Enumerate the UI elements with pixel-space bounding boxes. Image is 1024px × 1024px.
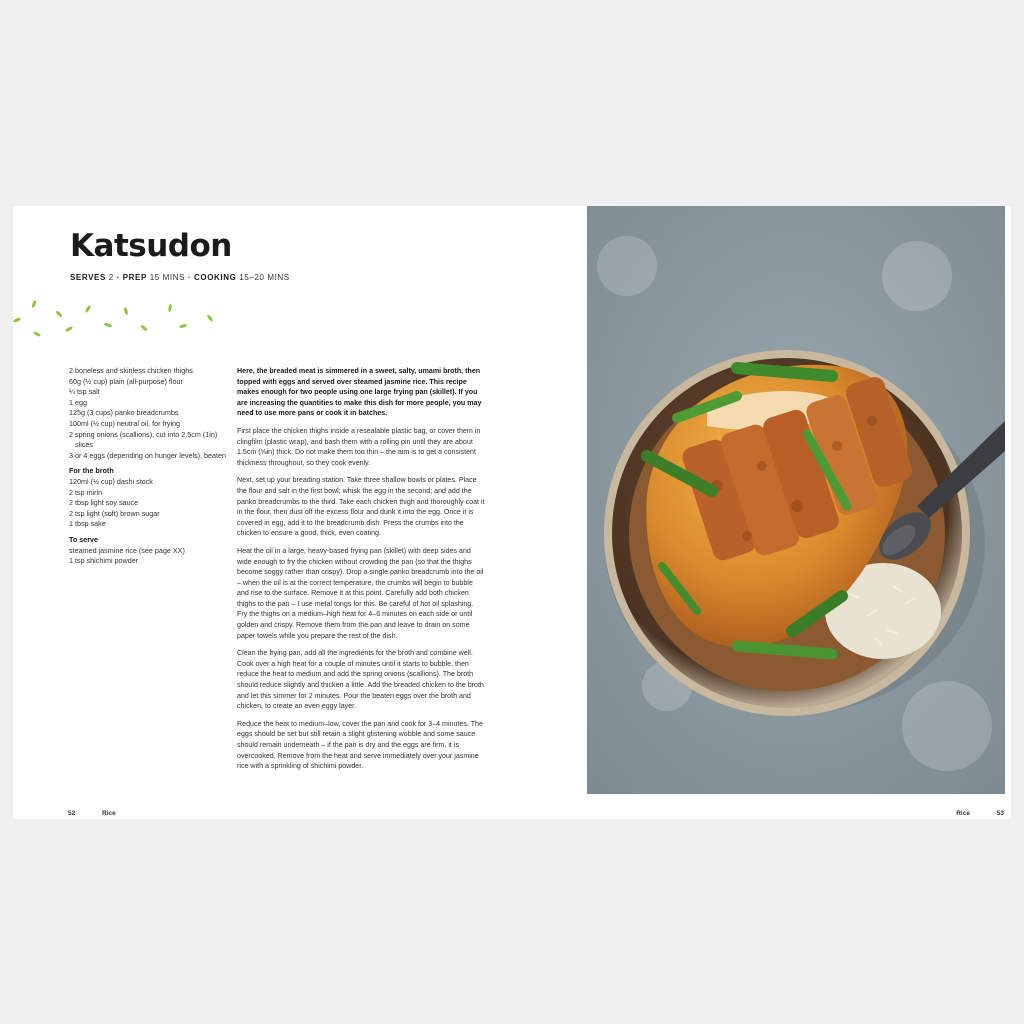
ingredient-item: 125g (3 cups) panko breadcrumbs <box>69 408 179 418</box>
section-name: Rice <box>102 810 116 817</box>
serve-ingredients <box>69 546 229 567</box>
leaf-icon <box>85 305 92 314</box>
ingredient-item: 3 or 4 eggs (depending on hunger levels), beaten <box>69 450 227 460</box>
decorative-leaves <box>13 298 223 340</box>
meta-separator: · <box>116 273 120 282</box>
page-number: 52 <box>68 810 76 817</box>
cooking-label: COOKING <box>194 273 237 282</box>
left-page <box>13 206 587 819</box>
ingredient-item: steamed jasmine rice (see page XX) <box>69 545 185 555</box>
page-number: 53 <box>996 810 1004 817</box>
serves-value: 2 <box>108 273 114 282</box>
right-footer <box>956 810 1004 817</box>
prep-value: 15 MINS <box>149 273 186 282</box>
prep-label: PREP <box>122 273 147 282</box>
ingredient-item: 2 tsp mirin <box>69 487 103 497</box>
left-footer <box>68 810 116 817</box>
method-text <box>237 366 485 779</box>
ingredient-item: 2 tsp light (soft) brown sugar <box>69 508 160 518</box>
leaf-icon <box>168 304 173 312</box>
meta-separator: · <box>187 273 192 282</box>
recipe-meta <box>70 273 290 282</box>
ingredient-item: 60g (½ cup) plain (all-purpose) flour <box>69 376 183 386</box>
recipe-title: Katsudon <box>70 228 232 264</box>
leaf-icon <box>123 307 128 316</box>
leaf-icon <box>179 323 188 328</box>
method-paragraph: Next, set up your breading station. Take three shallow bowls or plates. Place the flour and salt in the first bowl; whisk the egg in the second; and add the panko breadcrumbs to the third. Take each chicken thigh and thoroughly coat it in the flour, then dust off the excess flour and dunk it into the egg. Once it is covered in egg, add it to the breadcrumb dish. Press the crumbs into the chicken to ensure a good, thick, even coating. <box>237 476 485 538</box>
method-paragraph: First place the chicken thighs inside a resealable plastic bag, or cover them in clingfilm (plastic wrap), and bash them with a rolling pin until they are about 1.5cm (⅝in) thick. Do not make them too thin – the aim is to get a consistent thickness throughout, so they cook evenly. <box>237 426 481 467</box>
ingredient-item: ¼ tsp salt <box>69 387 100 397</box>
leaf-icon <box>13 317 21 323</box>
serve-heading: To serve <box>69 534 99 544</box>
intro-paragraph: Here, the breaded meat is simmered in a sweet, salty, umami broth, then topped with eggs and served over steamed jasmine rice. This recipe makes enough for two people using one large frying pan (skillet). If you are increasing the quantities to make this dish for more people, you may need to use more pans or cook it in batches. <box>237 367 482 418</box>
leaf-icon <box>206 314 214 322</box>
section-name: Rice <box>956 810 970 817</box>
cooking-value: 15–20 MINS <box>239 273 290 282</box>
broth-ingredients <box>69 477 229 530</box>
ingredient-item: 1 tbsp sake <box>69 519 106 529</box>
ingredient-item: 120ml (½ cup) dashi stock <box>69 476 153 486</box>
leaf-icon <box>55 310 63 318</box>
leaf-icon <box>140 324 148 332</box>
ingredients-list <box>69 366 229 567</box>
leaf-icon <box>104 322 113 328</box>
katsudon-bowl-photo <box>587 206 1005 794</box>
ingredient-item: 100ml (½ cup) neutral oil, for frying <box>69 418 181 428</box>
main-ingredients <box>69 366 229 461</box>
ingredient-item: 2 boneless and skinless chicken thighs <box>69 366 193 375</box>
broth-heading: For the broth <box>69 466 114 476</box>
ingredient-item: 1 egg <box>69 397 87 407</box>
ingredient-item: 2 spring onions (scallions), cut into 2.5cm (1in) slices <box>69 429 218 450</box>
method-paragraph: Reduce the heat to medium–low, cover the pan and cook for 3–4 minutes. The eggs should be set but still retain a slight glistening wobble and some sauce should remain underneath – if the pan is dry and the eggs are firm, it is overcooked. Remove from the heat and serve immediately over your jasmine rice with a sprinkling of shichimi powder. <box>237 719 483 771</box>
book-spread <box>13 206 1011 819</box>
method-paragraph: Clean the frying pan, add all the ingredients for the broth and combine well. Cook over a high heat for a couple of minutes until it starts to bubble, then reduce the heat to medium and add the spring onions (scallions). The broth should reduce slightly and thicken a little. Add the breaded chicken to the broth and let this simmer for 2 minutes. Pour the beaten eggs over the broth and chicken, to create an even eggy layer. <box>237 649 484 711</box>
leaf-icon <box>33 331 42 338</box>
leaf-icon <box>65 326 74 333</box>
leaf-icon <box>31 300 37 309</box>
serves-label: SERVES <box>70 273 106 282</box>
method-paragraph: Heat the oil in a large, heavy-based frying pan (skillet) with deep sides and wide enough to fry the chicken without crowding the pan (so that the thighs become soggy rather than crispy). Drop a single panko breadcrumb into the oil – when the oil is at the correct temperature, the crumbs will begin to bubble and rise to the surface. Remove it at this point. Carefully add both chicken thighs to the pan – I use metal tongs for this. Be careful of hot oil splashing. Fry the thighs on a medium–high heat for 4–6 minutes on each side or until golden and crispy. Remove them from the pan and leave to drain on some paper towels while you prepare the rest of the dish. <box>237 546 484 640</box>
ingredient-item: 2 tbsp light soy sauce <box>69 498 139 508</box>
ingredient-item: 1 tsp shichimi powder <box>69 556 139 566</box>
